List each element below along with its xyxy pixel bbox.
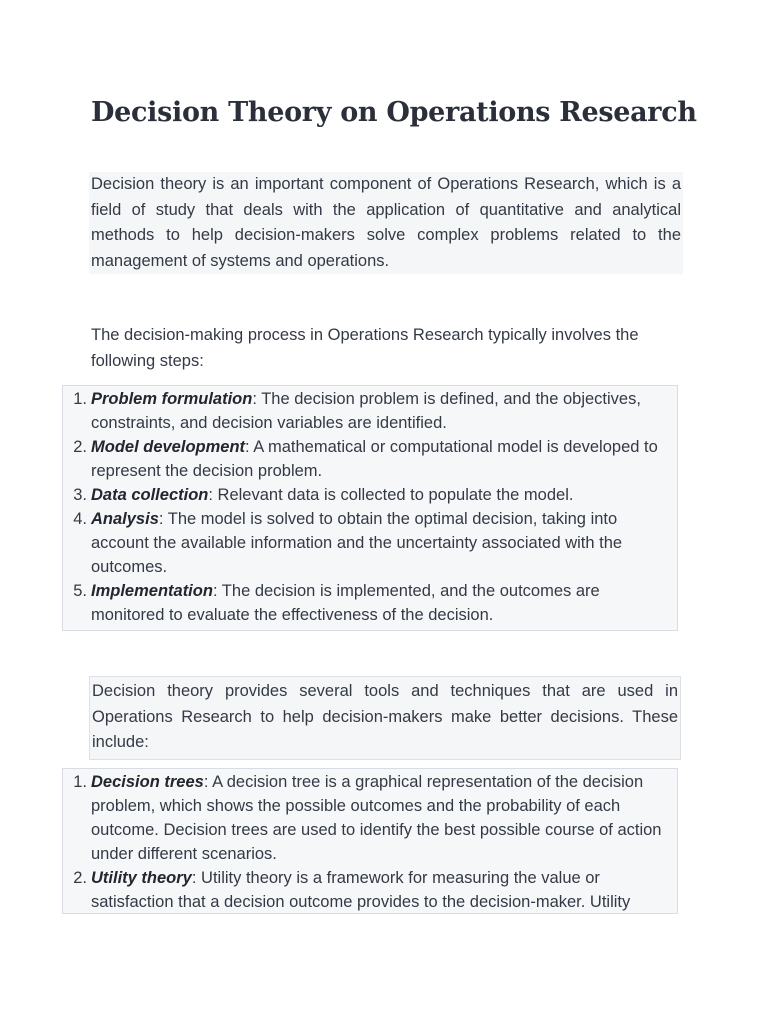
list-number: 1. xyxy=(73,390,87,408)
step-term: Analysis xyxy=(91,510,159,528)
steps-list-box xyxy=(62,385,678,631)
step-text: : The decision problem is defined, and the objectives, constraints, and decision variables are identified. xyxy=(91,390,641,432)
step-term: Implementation xyxy=(91,582,213,600)
step-text: : The model is solved to obtain the optimal decision, taking into account the available information and the uncertainty associated with the outcomes. xyxy=(91,510,623,576)
steps-list xyxy=(63,386,677,627)
list-item xyxy=(63,507,677,579)
tools-list xyxy=(63,769,677,914)
list-item xyxy=(63,770,677,866)
intro-paragraph: Decision theory is an important component of Operations Research, which is a field of study that deals with the application of quantitative and analytical methods to help decision-makers solve complex problems related to the management of systems and operations. xyxy=(89,172,683,274)
list-item xyxy=(63,435,677,483)
step-text: : A mathematical or computational model is developed to represent the decision problem. xyxy=(91,438,658,480)
list-number: 5. xyxy=(73,582,87,600)
steps-lead-paragraph: The decision-making process in Operations Research typically involves the following steps: xyxy=(91,326,639,370)
tools-lead-paragraph: Decision theory provides several tools and techniques that are used in Operations Research to help decision-makers make better decisions. These include: xyxy=(89,676,681,760)
page-title: Decision Theory on Operations Research xyxy=(91,97,697,128)
list-number: 4. xyxy=(73,510,87,528)
step-text: : The decision is implemented, and the outcomes are monitored to evaluate the effectiveness of the decision. xyxy=(91,582,600,624)
list-number: 3. xyxy=(73,486,87,504)
tool-text: : A decision tree is a graphical representation of the decision problem, which shows the possible outcomes and the probability of each outcome. Decision trees are used to identify the best possible course of action under different scenarios. xyxy=(91,773,662,863)
list-item xyxy=(63,866,677,914)
step-term: Model development xyxy=(91,438,246,456)
list-number: 2. xyxy=(73,438,87,456)
step-text: : Relevant data is collected to populate the model. xyxy=(208,486,574,504)
tools-list-box xyxy=(62,768,678,914)
step-term: Problem formulation xyxy=(91,390,253,408)
step-term: Data collection xyxy=(91,486,209,504)
tool-term: Utility theory xyxy=(91,869,192,887)
list-item xyxy=(63,387,677,435)
list-number: 1. xyxy=(73,773,87,791)
tool-text: : Utility theory is a framework for measuring the value or satisfaction that a decision outcome provides to the decision-maker. Utility xyxy=(91,869,631,911)
list-item xyxy=(63,579,677,627)
list-item xyxy=(63,483,677,507)
list-number: 2. xyxy=(73,869,87,887)
tool-term: Decision trees xyxy=(91,773,204,791)
